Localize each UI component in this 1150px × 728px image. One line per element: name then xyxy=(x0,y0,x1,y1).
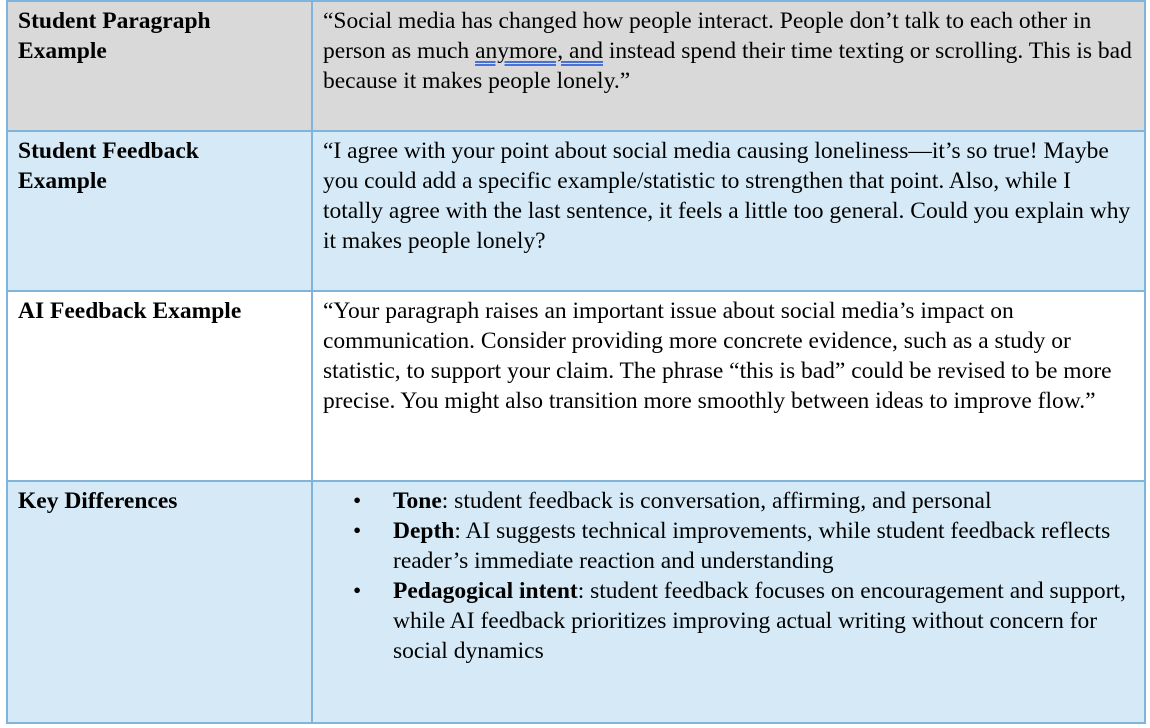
table-row-student-feedback xyxy=(7,131,1145,291)
ai-feedback-text: “Your paragraph raises an important issue about social media’s impact on communication. Consider providing more concrete evidence, such as a study or statistic, to support your claim. The phrase “this is bad” could be revised to be more precise. You might also transition more smoothly between ideas to improve flow.” xyxy=(312,291,1145,481)
difference-term: Pedagogical intent xyxy=(393,578,578,604)
spellcheck-underlined-phrase: anymore, and xyxy=(475,38,603,64)
row-label-key-differences: Key Differences xyxy=(7,481,312,723)
row-label-line2: Example xyxy=(18,168,107,194)
student-feedback-text: “I agree with your point about social media causing loneliness—it’s so true! Maybe you could add a specific example/statistic to strengthen that point. Also, while I totally agree with the last sentence, it feels a little too general. Could you explain why it makes people lonely? xyxy=(312,131,1145,291)
bullet-icon: • xyxy=(353,518,362,544)
difference-text: : student feedback is conversation, affirming, and personal xyxy=(441,488,992,514)
list-item xyxy=(323,486,1134,516)
row-label-ai-feedback: AI Feedback Example xyxy=(7,291,312,481)
table-row-key-differences xyxy=(7,481,1145,723)
row-label-student-paragraph xyxy=(7,1,312,131)
list-item xyxy=(323,576,1134,666)
table-row-ai-feedback xyxy=(7,291,1145,481)
comparison-table xyxy=(6,0,1146,724)
key-differences-cell xyxy=(312,481,1145,723)
difference-term: Tone xyxy=(393,488,442,514)
row-label-line1: Student Feedback xyxy=(18,138,199,164)
difference-text: : student feedback focuses on encouragement and support, while AI feedback prioritizes improving actual writing without concern for social dynamics xyxy=(393,578,1126,664)
row-label-student-feedback xyxy=(7,131,312,291)
bullet-icon: • xyxy=(353,488,362,514)
row-label-line2: Example xyxy=(18,38,107,64)
paragraph-text-after: instead spend their time texting or scrolling. This is bad because it makes people lonely.” xyxy=(323,38,1132,94)
difference-term: Depth xyxy=(393,518,455,544)
key-differences-list xyxy=(323,486,1134,666)
row-label-line1: Student Paragraph xyxy=(18,8,211,34)
difference-text: : AI suggests technical improvements, while student feedback reflects reader’s immediate reaction and understanding xyxy=(393,518,1111,574)
paragraph-text-before: “Social media has changed how people interact. People don’t talk to each other in person as much xyxy=(323,8,1092,64)
bullet-icon: • xyxy=(353,578,362,604)
table-row-student-paragraph xyxy=(7,1,1145,131)
student-paragraph-text xyxy=(312,1,1145,131)
list-item xyxy=(323,516,1134,576)
